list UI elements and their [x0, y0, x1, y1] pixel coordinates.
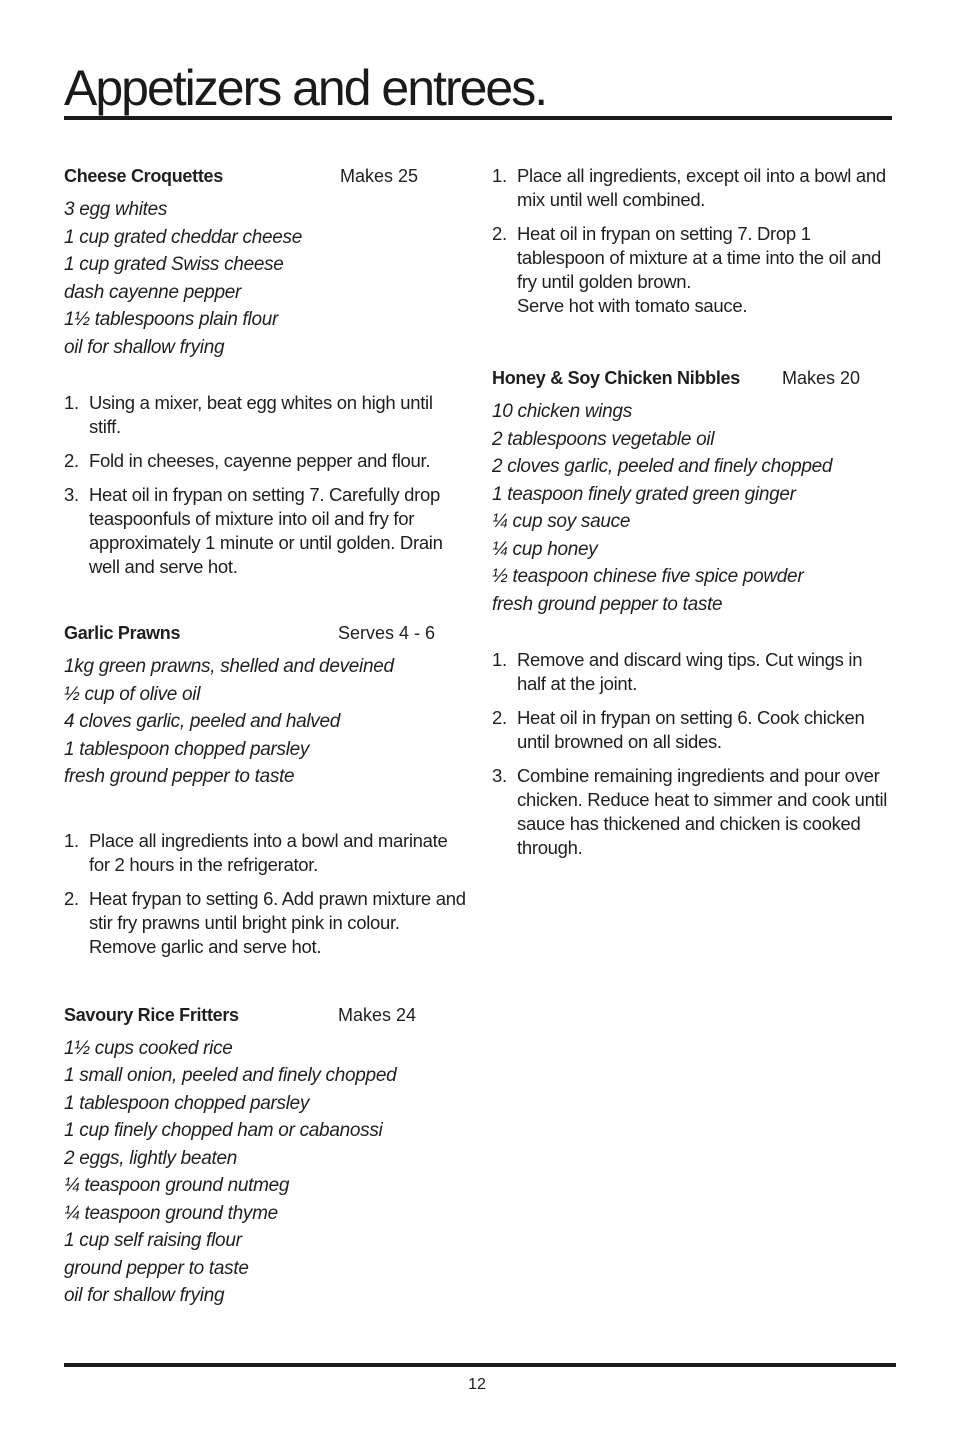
- recipe-title: Honey & Soy Chicken Nibbles: [492, 368, 740, 388]
- method-steps: [492, 648, 892, 860]
- step-item: [492, 222, 892, 318]
- step-text: Heat oil in frypan on setting 6. Cook chicken until browned on all sides.: [517, 707, 865, 752]
- ingredient-item: 2 cloves garlic, peeled and finely chopped: [492, 456, 833, 477]
- ingredient-item: fresh ground pepper to taste: [492, 593, 723, 615]
- recipe-header: [492, 364, 892, 392]
- recipe-title: Garlic Prawns: [64, 623, 181, 643]
- recipe-savoury-rice-fritters-method: [492, 164, 892, 318]
- ingredient-item: fresh ground pepper to taste: [64, 766, 295, 787]
- ingredient-list: [492, 398, 892, 618]
- recipe-yield: Makes 24: [338, 1004, 417, 1025]
- ingredient-item: 1 cup finely chopped ham or cabanossi: [64, 1120, 383, 1141]
- step-text: Heat oil in frypan on setting 7. Carefully drop teaspoonfuls of mixture into oil and fry for approximately 1 minute or until golden. Drain well and serve hot.: [89, 484, 443, 577]
- right-column: [492, 162, 892, 870]
- ingredient-item: 10 chicken wings: [492, 401, 632, 422]
- recipe-header: [64, 1001, 469, 1029]
- step-number: 1.: [492, 649, 507, 670]
- step-text: Heat frypan to setting 6. Add prawn mixture and stir fry prawns until bright pink in colour. Remove garlic and serve hot.: [89, 887, 466, 957]
- ingredient-item: ½ teaspoon chinese five spice powder: [492, 566, 804, 587]
- ingredient-item: 2 eggs, lightly beaten: [64, 1147, 237, 1169]
- ingredient-item: 1kg green prawns, shelled and deveined: [64, 656, 394, 677]
- header-divider: [64, 116, 892, 120]
- ingredient-item: dash cayenne pepper: [64, 281, 242, 303]
- step-text: Combine remaining ingredients and pour over chicken. Reduce heat to simmer and cook until sauce has thickened and chicken is cooked through.: [517, 765, 888, 858]
- step-item: [64, 887, 469, 959]
- recipe-yield: Makes 25: [340, 166, 419, 186]
- step-number: 3.: [64, 484, 79, 505]
- ingredient-list: [64, 1035, 469, 1310]
- page-title: Appetizers and entrees.: [64, 60, 547, 116]
- recipe-title: Cheese Croquettes: [64, 166, 223, 186]
- ingredient-item: 1 tablespoon chopped parsley: [64, 1092, 310, 1114]
- step-item: [492, 764, 892, 860]
- ingredient-list: [64, 653, 469, 791]
- method-steps: [64, 391, 469, 579]
- step-item: [492, 164, 892, 212]
- ingredient-item: ½ cup of olive oil: [64, 683, 201, 705]
- method-steps: [492, 164, 892, 318]
- step-text: Heat oil in frypan on setting 7. Drop 1 tablespoon of mixture at a time into the oil and fry until golden brown.: [517, 223, 882, 292]
- step-item: [64, 391, 469, 439]
- ingredient-list: [64, 196, 469, 361]
- ingredient-item: ¼ teaspoon ground nutmeg: [64, 1175, 290, 1196]
- recipe-honey-soy-chicken-nibbles: [492, 364, 892, 860]
- recipe-header: [64, 619, 469, 647]
- step-item: [492, 706, 892, 754]
- ingredient-item: 1 teaspoon finely grated green ginger: [492, 483, 796, 505]
- method-steps: [64, 829, 469, 959]
- ingredient-item: oil for shallow frying: [64, 1285, 225, 1306]
- ingredient-item: 1 small onion, peeled and finely chopped: [64, 1065, 397, 1086]
- recipe-garlic-prawns: [64, 619, 469, 959]
- recipe-yield: Serves 4 - 6: [338, 623, 436, 643]
- ingredient-item: 4 cloves garlic, peeled and halved: [64, 711, 341, 732]
- ingredient-item: 1 cup grated Swiss cheese: [64, 254, 284, 275]
- step-number: 1.: [64, 392, 79, 413]
- step-item: [64, 829, 469, 877]
- ingredient-item: 3 egg whites: [64, 199, 168, 220]
- ingredient-item: oil for shallow frying: [64, 336, 225, 358]
- step-item: [492, 648, 892, 696]
- step-text: Place all ingredients, except oil into a bowl and mix until well combined.: [517, 165, 886, 210]
- recipe-yield: Makes 20: [782, 368, 861, 388]
- step-text: Fold in cheeses, cayenne pepper and flour.: [89, 450, 431, 471]
- step-number: 2.: [64, 450, 79, 471]
- step-number: 2.: [492, 707, 507, 728]
- recipe-cheese-croquettes: [64, 162, 469, 579]
- ingredient-item: 1 tablespoon chopped parsley: [64, 738, 310, 760]
- recipe-savoury-rice-fritters: [64, 1001, 469, 1310]
- ingredient-item: 2 tablespoons vegetable oil: [492, 428, 715, 450]
- ingredient-item: ¼ cup soy sauce: [492, 511, 631, 532]
- step-text: Place all ingredients into a bowl and marinate for 2 hours in the refrigerator.: [89, 829, 448, 875]
- step-item: [64, 483, 469, 579]
- ingredient-item: 1 cup grated cheddar cheese: [64, 226, 303, 248]
- recipe-header: [64, 162, 469, 190]
- ingredient-item: ground pepper to taste: [64, 1257, 249, 1279]
- left-column: [64, 162, 469, 1310]
- step-number: 3.: [492, 765, 507, 786]
- step-text: Remove and discard wing tips. Cut wings in half at the joint.: [517, 649, 863, 694]
- step-number: 2.: [492, 223, 507, 244]
- page-number: 12: [468, 1376, 486, 1393]
- ingredient-item: ¼ cup honey: [492, 538, 598, 560]
- step-item: [64, 449, 469, 473]
- ingredient-item: ¼ teaspoon ground thyme: [64, 1202, 278, 1224]
- step-text-serving: Serve hot with tomato sauce.: [517, 295, 748, 316]
- ingredient-item: 1½ cups cooked rice: [64, 1037, 233, 1059]
- step-number: 1.: [492, 165, 507, 186]
- footer-divider: [64, 1363, 896, 1367]
- step-number: 1.: [64, 829, 79, 851]
- step-text: Using a mixer, beat egg whites on high until stiff.: [89, 392, 433, 437]
- recipe-title: Savoury Rice Fritters: [64, 1004, 239, 1025]
- ingredient-item: 1 cup self raising flour: [64, 1230, 242, 1251]
- step-number: 2.: [64, 887, 79, 909]
- ingredient-item: 1½ tablespoons plain flour: [64, 309, 279, 330]
